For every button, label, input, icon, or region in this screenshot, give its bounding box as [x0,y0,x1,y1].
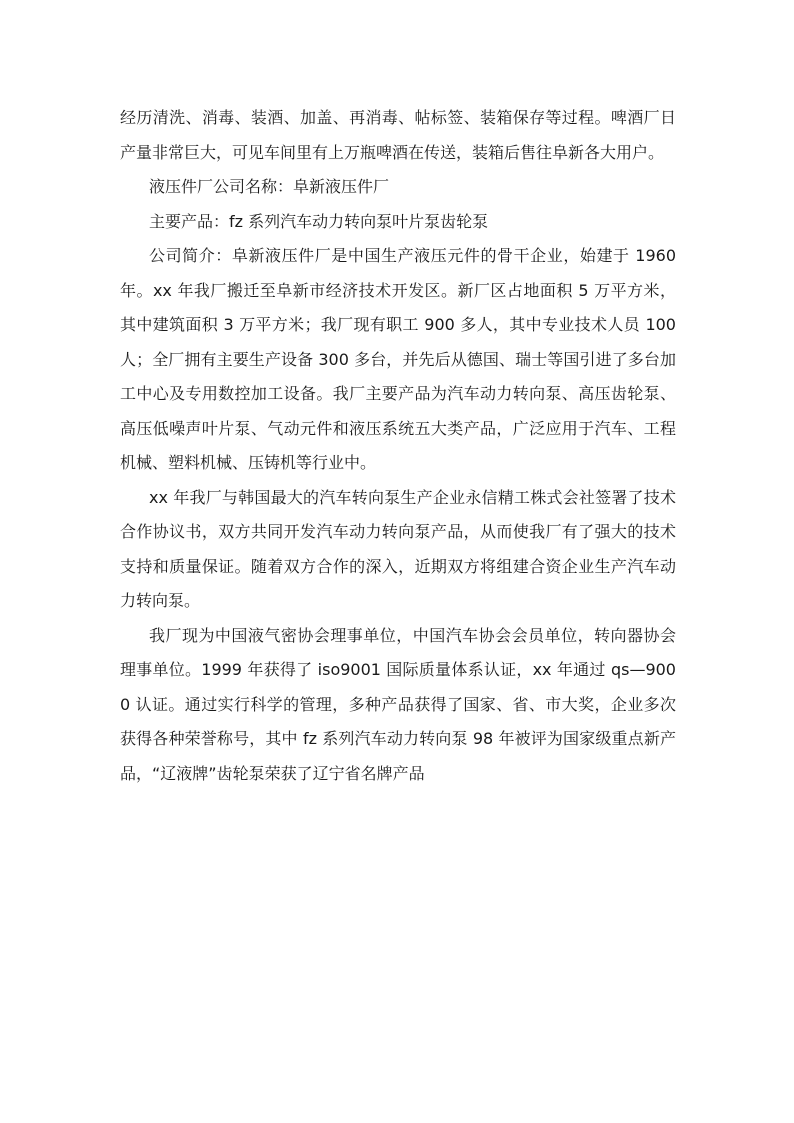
paragraph-main-products: 主要产品：fz 系列汽车动力转向泵叶片泵齿轮泵 [149,211,489,231]
paragraph-certifications: 我厂现为中国液气密协会理事单位，中国汽车协会会员单位，转向器协会理事单位。1999 年获得了 iso9001 国际质量体系认证，xx 年通过 qs—9000 认证。通过实行科学的管理，多种产品获得了国家、省、市大奖，企业多次获得各种荣誉称号，其中 fz 系列汽车动力转向泵 98 年被评为国家级重点新产品，“辽液牌”齿轮泵荣获了辽宁省名牌产品 [120,625,676,783]
paragraph-korea-cooperation: xx 年我厂与韩国最大的汽车转向泵生产企业永信精工株式会社签署了技术合作协议书，双方共同开发汽车动力转向泵产品，从而使我厂有了强大的技术支持和质量保证。随着双方合作的深入，近期双方将组建合资企业生产汽车动力转向泵。 [120,487,676,610]
paragraph-brewery-process: 经历清洗、消毒、装酒、加盖、再消毒、帖标签、装箱保存等过程。啤酒厂日产量非常巨大，可见车间里有上万瓶啤酒在传送，装箱后售往阜新各大用户。 [120,108,676,162]
document-body [120,101,676,791]
paragraph-company-intro: 公司简介：阜新液压件厂是中国生产液压元件的骨干企业，始建于 1960 年。xx 年我厂搬迁至阜新市经济技术开发区。新厂区占地面积 5 万平方米，其中建筑面积 3 万平方米；我厂现有职工 900 多人，其中专业技术人员 100 人；全厂拥有主要生产设备 300 多台，并先后从德国、瑞士等国引进了多台加工中心及专用数控加工设备。我厂主要产品为汽车动力转向泵、高压齿轮泵、高压低噪声叶片泵、气动元件和液压系统五大类产品，广泛应用于汽车、工程机械、塑料机械、压铸机等行业中。 [120,246,676,472]
paragraph-company-name: 液压件厂公司名称：阜新液压件厂 [149,177,390,196]
